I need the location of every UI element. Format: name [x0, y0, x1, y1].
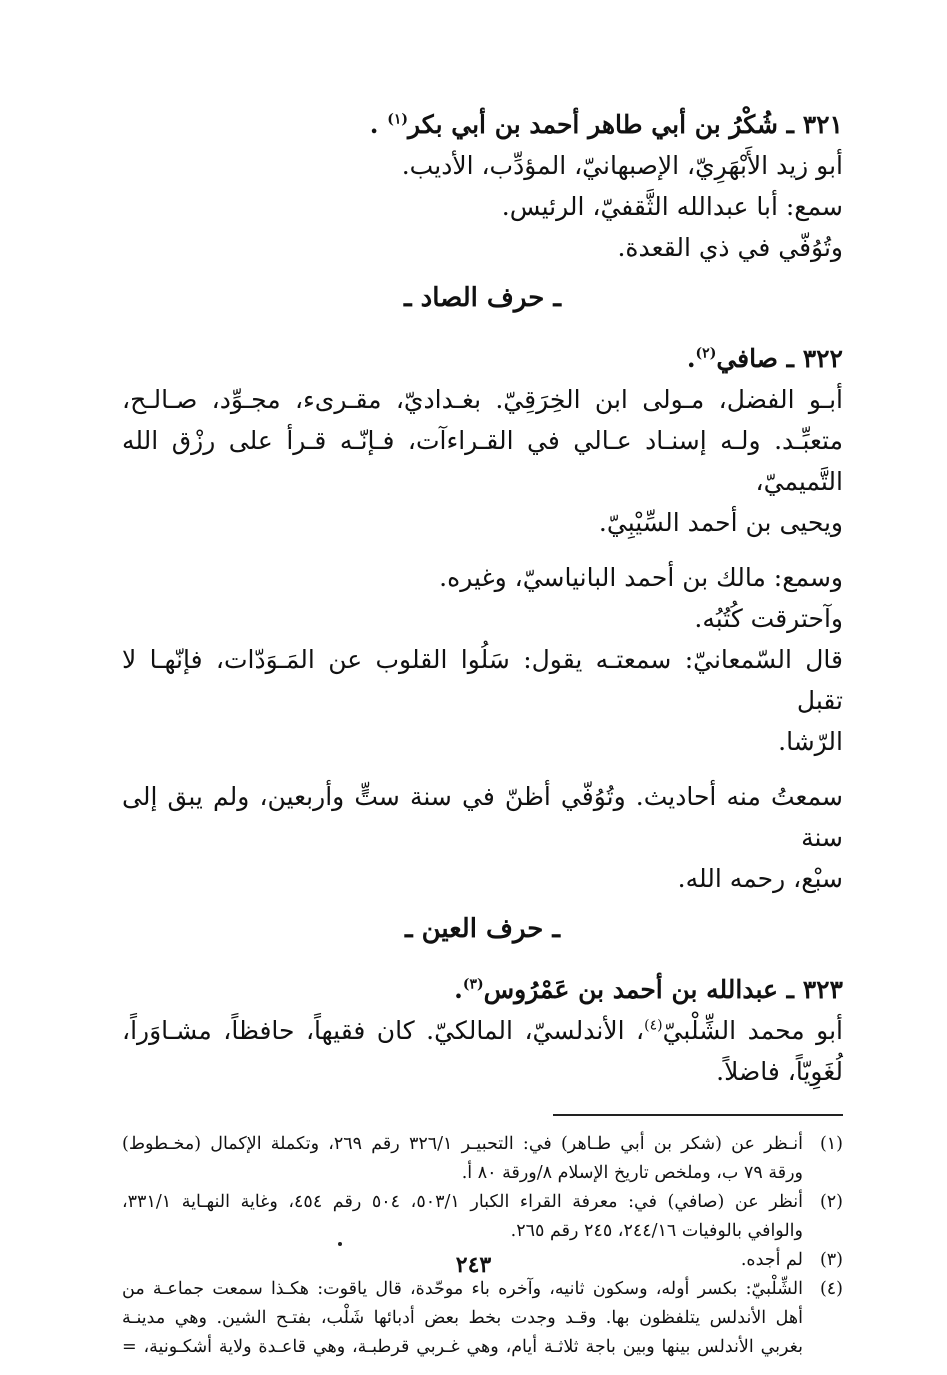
entry-323: [122, 969, 843, 1092]
footnote-1: [122, 1130, 843, 1188]
entry-line: وتُوُفّي في ذي القعدة.: [617, 233, 843, 262]
entry-title: [122, 104, 843, 145]
entry-title-end: .: [369, 110, 388, 139]
footnote-body: [122, 1130, 803, 1188]
entry-title-text: ٣٢١ ـ شُكْرُ بن أبي طاهر أحمد بن أبي بكر: [408, 110, 843, 139]
paragraph-line: ويحيى بن أحمد السِّيْبِيّ.: [598, 508, 843, 537]
entry-322: [122, 338, 843, 899]
footnote-line: لم أجده.: [740, 1250, 803, 1270]
paragraph-line: أبـو الفضل، مـولى ابن الخِرَقِيّ. بغـداديّ، مقـرىء، مجـوِّد، صـالـح،: [122, 385, 843, 414]
footnote-line: ورقة ٧٩ ب، وملخص تاريخ الإسلام ٨/ورقة ٨٠ أ.: [461, 1163, 803, 1183]
footnote-line: أنظر عن (صافي) في: معرفة القراء الكبار ٥٠٣/١، ٥٠٤ رقم ٤٥٤، وغاية النهـاية ٣٣١/١،: [122, 1192, 804, 1212]
entry-line: أبو زيد الأَبْهَرِيّ، الإصبهانيّ، المؤدِّب، الأديب.: [401, 151, 843, 180]
section-heading-ain: ـ حرف العين ـ: [404, 914, 561, 944]
footnote-line: الشِّلْبيّ: بكسر أوله، وسكون ثانيه، وآخره باء موحّدة، قال ياقوت: هكـذا سمعت جماعـة من: [122, 1279, 803, 1299]
paragraph-line: متعبِّـد. ولـه إسنـاد عـالي في القـراءآت، فـإنّـه قـرأ على رزْق الله التَّميميّ،: [122, 426, 843, 496]
footnote-ref: (١): [387, 111, 408, 128]
ink-dot: [338, 1242, 342, 1246]
paragraph-line: وسمع: مالك بن أحمد البانياسيّ، وغيره.: [439, 563, 843, 592]
entry-title-end: .: [686, 344, 696, 373]
footnote-2: [122, 1188, 843, 1246]
footnote-number: (١): [819, 1134, 843, 1154]
footnote-body: [122, 1188, 803, 1246]
entry-title-text: ٣٢٢ ـ صافي: [716, 344, 843, 373]
text-segment: أبو محمد الشِّلْبيّ: [662, 1016, 843, 1045]
footnote-number: (٢): [819, 1192, 843, 1212]
entry-321: [122, 104, 843, 268]
footnote-line: أنـظر عن (شكر بن أبي طـاهر) في: التحبيـر ٣٢٦/١ رقم ٢٦٩، وتكملة الإكمال (مخـطوط): [122, 1134, 803, 1154]
footnotes: [122, 1130, 843, 1362]
footnote-ref: (٣): [462, 976, 484, 993]
entry-title: [122, 969, 843, 1010]
footnote-divider: [553, 1114, 843, 1116]
paragraph-line: لُغَوِيّاً، فاضلاً.: [716, 1057, 843, 1086]
paragraph-line: [122, 1010, 843, 1051]
paragraph-line: وآحترقت كُتُبُه.: [694, 604, 843, 633]
footnote-line: والوافي بالوفيات ٢٤٤/١٦، ٢٤٥ رقم ٢٦٥.: [510, 1221, 803, 1241]
paragraph-line: سمعتُ منه أحاديث. وتُوُفّي أظنّ في سنة ستٍّ وأربعين، ولم يبق إلى سنة: [122, 782, 843, 852]
section-heading-sad: ـ حرف الصاد ـ: [404, 283, 561, 313]
footnote-line: أهل الأندلس يتلفظون بها. وقـد وجدت بخط بعض أدبائها شَلْب، بفتـح الشين. وهي مدينـة: [122, 1308, 803, 1328]
entry-title-text: ٣٢٣ ـ عبدالله بن أحمد بن عَمْرُوس: [483, 975, 843, 1004]
entry-line: سمع: أبا عبدالله الثَّقفيّ، الرئيس.: [501, 192, 843, 221]
paragraph-line: سبْع، رحمه الله.: [677, 864, 843, 893]
footnote-ref: (٢): [695, 345, 717, 362]
footnote-number: (٣): [819, 1250, 843, 1270]
paragraph-line: قال السّمعانيّ: سمعتـه يقول: سَلُوا القلوب عن المَـوَدّات، فإنّهـا لا تقبل: [122, 645, 843, 715]
footnote-number: (٤): [819, 1279, 843, 1299]
paragraph-line: الرّشا.: [778, 727, 843, 756]
entry-title-end: .: [454, 975, 463, 1004]
page-number: ٢٤٣: [455, 1252, 492, 1278]
footnote-body: [122, 1275, 803, 1362]
footnote-4: [122, 1275, 843, 1362]
footnote-line: بغربي الأندلس بينها وبين باجة ثلاثـة أيام، وهي غـربي قرطبـة، وهي قاعـدة ولاية أشكـونية، =: [122, 1337, 803, 1357]
footnote-ref: (٤): [644, 1017, 663, 1034]
entry-title: [122, 338, 843, 379]
text-segment: ، الأندلسيّ، المالكيّ. كان فقيهاً، حافظاً، مشـاوَراً،: [122, 1016, 645, 1045]
